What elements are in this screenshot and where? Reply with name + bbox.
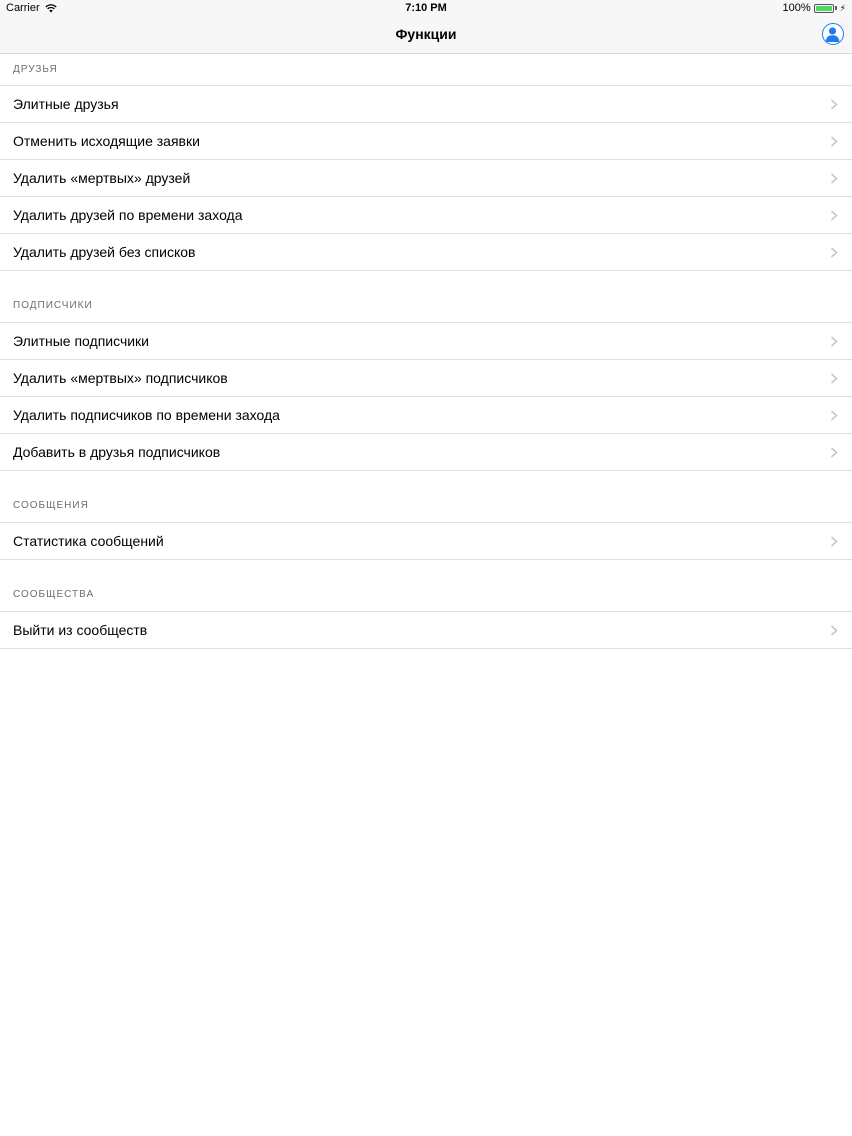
battery-percent: 100% [782, 2, 811, 14]
list-item-label: Удалить «мертвых» подписчиков [13, 370, 228, 386]
list-item[interactable] [0, 612, 852, 649]
status-bar [0, 0, 852, 18]
list-item-label: Удалить «мертвых» друзей [13, 170, 191, 186]
chevron-right-icon [830, 99, 839, 110]
battery-fill [816, 6, 832, 11]
chevron-right-icon [830, 136, 839, 147]
list-item[interactable] [0, 86, 852, 123]
status-time: 7:10 PM [405, 2, 447, 14]
list-item-label: Выйти из сообществ [13, 622, 148, 638]
section-header: СООБЩЕСТВА [0, 560, 852, 612]
section-header: ПОДПИСЧИКИ [0, 271, 852, 323]
page-title: Функции [395, 26, 457, 42]
carrier-label: Carrier [6, 2, 40, 14]
list-item[interactable] [0, 397, 852, 434]
navigation-bar [0, 18, 852, 54]
list-item[interactable] [0, 160, 852, 197]
list-item-label: Добавить в друзья подписчиков [13, 444, 221, 460]
list-item[interactable] [0, 123, 852, 160]
chevron-right-icon [830, 173, 839, 184]
profile-button[interactable] [822, 23, 844, 45]
chevron-right-icon [830, 210, 839, 221]
list-item[interactable] [0, 234, 852, 271]
section-header: СООБЩЕНИЯ [0, 471, 852, 523]
list-item-label: Отменить исходящие заявки [13, 133, 200, 149]
list-item[interactable] [0, 197, 852, 234]
chevron-right-icon [830, 373, 839, 384]
list-item-label: Удалить подписчиков по времени захода [13, 407, 280, 423]
list-item[interactable] [0, 434, 852, 471]
list-item-label: Статистика сообщений [13, 533, 164, 549]
charging-bolt-icon: ⚡ [839, 2, 846, 13]
chevron-right-icon [830, 447, 839, 458]
section-header: ДРУЗЬЯ [0, 54, 852, 86]
battery-icon [814, 4, 834, 13]
list-item[interactable] [0, 323, 852, 360]
list-item-label: Удалить друзей по времени захода [13, 207, 243, 223]
chevron-right-icon [830, 625, 839, 636]
list-item-label: Удалить друзей без списков [13, 244, 196, 260]
list-item[interactable] [0, 360, 852, 397]
chevron-right-icon [830, 336, 839, 347]
status-right [783, 2, 846, 14]
settings-table [0, 54, 852, 1136]
list-item-label: Элитные друзья [13, 96, 119, 112]
list-item-label: Элитные подписчики [13, 333, 150, 349]
battery-cap [835, 6, 837, 10]
chevron-right-icon [830, 410, 839, 421]
chevron-right-icon [830, 536, 839, 547]
list-item[interactable] [0, 523, 852, 560]
person-circle-icon [823, 24, 842, 43]
chevron-right-icon [830, 247, 839, 258]
